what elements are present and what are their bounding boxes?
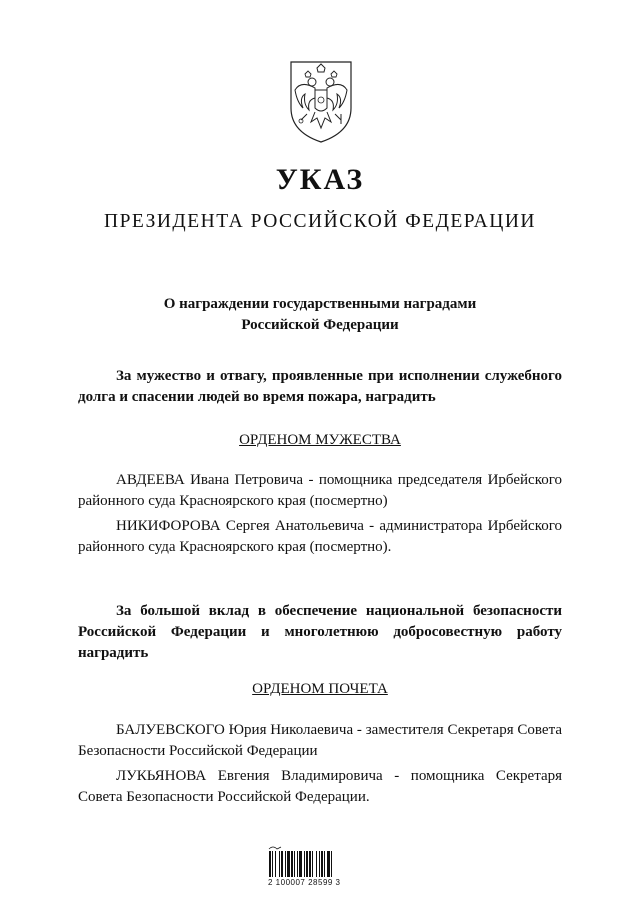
heading-line-2: Российской Федерации xyxy=(241,317,399,333)
heading-line-1: О награждении государственными наградами xyxy=(163,296,477,312)
barcode-number: 2 100007 28599 3 xyxy=(268,878,341,887)
section1-award-title: ОРДЕНОМ МУЖЕСТВА xyxy=(239,432,401,448)
section1-preamble: За мужество и отвагу, проявленные при исполнении служебного долга и спасении людей во время пожара, наградить xyxy=(78,368,562,405)
section1-recipient-1: АВДЕЕВА Ивана Петровича - помощника председателя Ирбейского районного суда Красноярского края (посмертно) xyxy=(78,472,562,509)
section2-recipient-1: БАЛУЕВСКОГО Юрия Николаевича - заместителя Секретаря Совета Безопасности Российской Федерации xyxy=(78,722,562,759)
decree-heading xyxy=(100,294,540,336)
coat-of-arms-icon xyxy=(281,58,361,144)
section2-preamble: За большой вклад в обеспечение национальной безопасности Российской Федерации и многолетнюю добросовестную работу наградить xyxy=(78,603,562,661)
section2-recipient-2: ЛУКЬЯНОВА Евгения Владимировича - помощника Секретаря Совета Безопасности Российской Федерации. xyxy=(78,768,562,805)
section1-recipient-2: НИКИФОРОВА Сергея Анатольевича - администратора Ирбейского районного суда Красноярского края (посмертно). xyxy=(78,518,562,555)
barcode xyxy=(267,845,367,895)
section2-award-title: ОРДЕНОМ ПОЧЕТА xyxy=(252,681,388,697)
document-type-title: УКАЗ xyxy=(275,163,365,196)
issuer-line: ПРЕЗИДЕНТА РОССИЙСКОЙ ФЕДЕРАЦИИ xyxy=(104,211,536,232)
